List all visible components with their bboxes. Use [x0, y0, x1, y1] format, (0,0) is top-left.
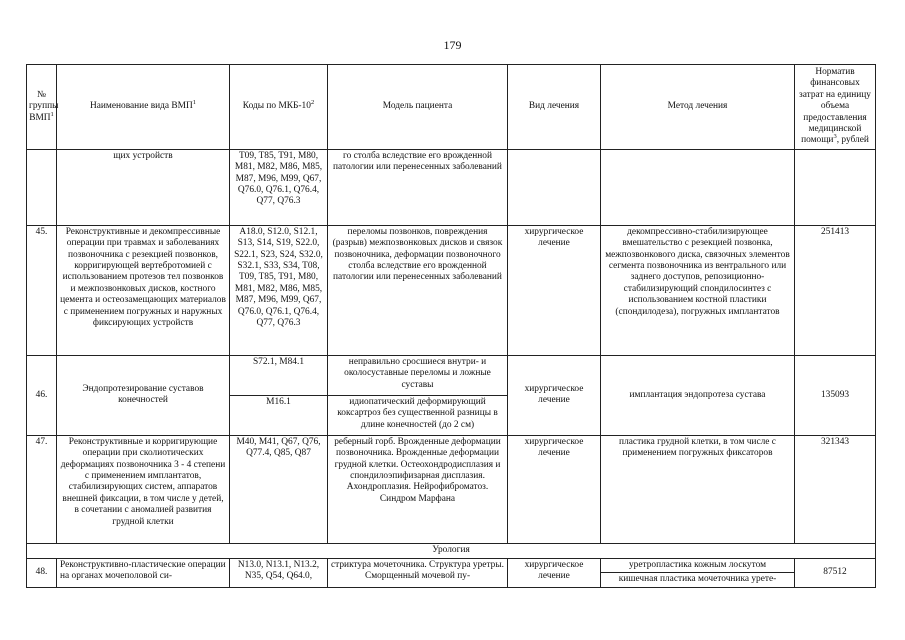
header-norm: Норматив финансовых затрат на единицу объема предоставления медицинской помощи$^3$, рублей [795, 65, 876, 150]
cell-model: идиопатический деформирующий коксартроз без существенной разницы в длине конечностей (до 2 см) [328, 395, 508, 435]
vmp-table [26, 64, 876, 588]
cell-norm: 251413 [795, 225, 876, 355]
cell-type: хирургическое лечение [508, 558, 601, 587]
cell-num: 45. [27, 225, 57, 355]
cell-num: 46. [27, 355, 57, 435]
cell-codes: M16.1 [230, 395, 328, 435]
cell-name: Реконструктивные и декомпрессивные операции при травмах и заболеваниях позвоночника с резекцией позвонков, корригирующей вертебротомией с использованием протезов тел позвонков и межпозвонковых дисков, костного цемента и остеозамещающих материалов с применением погружных и наружных фиксирующих устройств [57, 225, 230, 355]
cell-num: 47. [27, 435, 57, 543]
cell-type: хирургическое лечение [508, 225, 601, 355]
cell-codes: A18.0, S12.0, S12.1, S13, S14, S19, S22.0, S22.1, S23, S24, S32.0, S32.1, S33, S34, T08, T09, T85, T91, M80, M81, M82, M86, M85, M87, M96, M99, Q67, Q76.0, Q76.1, Q76.4, Q77, Q76.3 [230, 225, 328, 355]
cell-method [601, 149, 795, 225]
header-name: Наименование вида ВМП$^1$ [57, 65, 230, 150]
cell-method: уретропластика кожным лоскутом [601, 558, 795, 572]
cell-method: декомпрессивно-стабилизирующее вмешательство с резекцией позвонка, межпозвонкового диска, связочных элементов сегмента позвоночника из вентрального или заднего доступов, репозиционно-стабилизирующий спондилосинтез с использованием костной пластики (спондилодеза), погружных имплантатов [601, 225, 795, 355]
table-row-continuation [27, 149, 876, 225]
cell-norm: 135093 [795, 355, 876, 435]
cell-name: Реконструктивно-пластические операции на органах мочеполовой си- [57, 558, 230, 587]
table-row-47 [27, 435, 876, 543]
cell-method: пластика грудной клетки, в том числе с применением погружных фиксаторов [601, 435, 795, 543]
cell-num: 48. [27, 558, 57, 587]
cell-method: кишечная пластика мочеточника урете- [601, 573, 795, 587]
page-number: 179 [443, 38, 462, 52]
table-row-48 [27, 558, 876, 572]
cell-type [508, 149, 601, 225]
cell-model: го столба вследствие его врожденной патологии или перенесенных заболеваний [328, 149, 508, 225]
header-row [27, 65, 876, 150]
cell-norm: 87512 [795, 558, 876, 587]
header-method: Метод лечения [601, 65, 795, 150]
cell-norm [795, 149, 876, 225]
header-model: Модель пациента [328, 65, 508, 150]
cell-type: хирургическое лечение [508, 435, 601, 543]
table-row-45 [27, 225, 876, 355]
header-codes: Коды по МКБ-$10^2$ [230, 65, 328, 150]
section-row [27, 543, 876, 558]
cell-codes: M40, M41, Q67, Q76, Q77.4, Q85, Q87 [230, 435, 328, 543]
cell-type: хирургическое лечение [508, 355, 601, 435]
cell-name: щих устройств [57, 149, 230, 225]
cell-model: стриктура мочеточника. Структура уретры. Сморщенный мочевой пу- [328, 558, 508, 587]
cell-num [27, 149, 57, 225]
cell-method: имплантация эндопротеза сустава [601, 355, 795, 435]
section-title: Урология [27, 543, 876, 558]
cell-model: переломы позвонков, повреждения (разрыв) межпозвонковых дисков и связок позвоночника, деформации позвоночного столба вследствие его врожденной патологии или перенесенных заболеваний [328, 225, 508, 355]
header-num: № группы ВМП$^1$ [27, 65, 57, 150]
header-type: Вид лечения [508, 65, 601, 150]
cell-codes: T09, T85, T91, M80, M81, M82, M86, M85, M87, M96, M99, Q67, Q76.0, Q76.1, Q76.4, Q77, Q76.3 [230, 149, 328, 225]
table-row-46 [27, 355, 876, 395]
cell-model: неправильно сросшиеся внутри- и околосуставные переломы и ложные суставы [328, 355, 508, 395]
cell-codes: N13.0, N13.1, N13.2, N35, Q54, Q64.0, [230, 558, 328, 587]
cell-model: реберный горб. Врожденные деформации позвоночника. Врожденные деформации грудной клетки. Остеохондродисплазия и спондилоэпифизарная дисплазия. Ахондроплазия. Нейрофиброматоз. Синдром Марфана [328, 435, 508, 543]
cell-name: Реконструктивные и корригирующие операции при сколиотических деформациях позвоночника 3 - 4 степени с применением имплантатов, стабилизирующих систем, аппаратов внешней фиксации, в том числе у детей, в сочетании с аномалией развития грудной клетки [57, 435, 230, 543]
cell-name: Эндопротезирование суставов конечностей [57, 355, 230, 435]
cell-codes: S72.1, M84.1 [230, 355, 328, 395]
cell-norm: 321343 [795, 435, 876, 543]
